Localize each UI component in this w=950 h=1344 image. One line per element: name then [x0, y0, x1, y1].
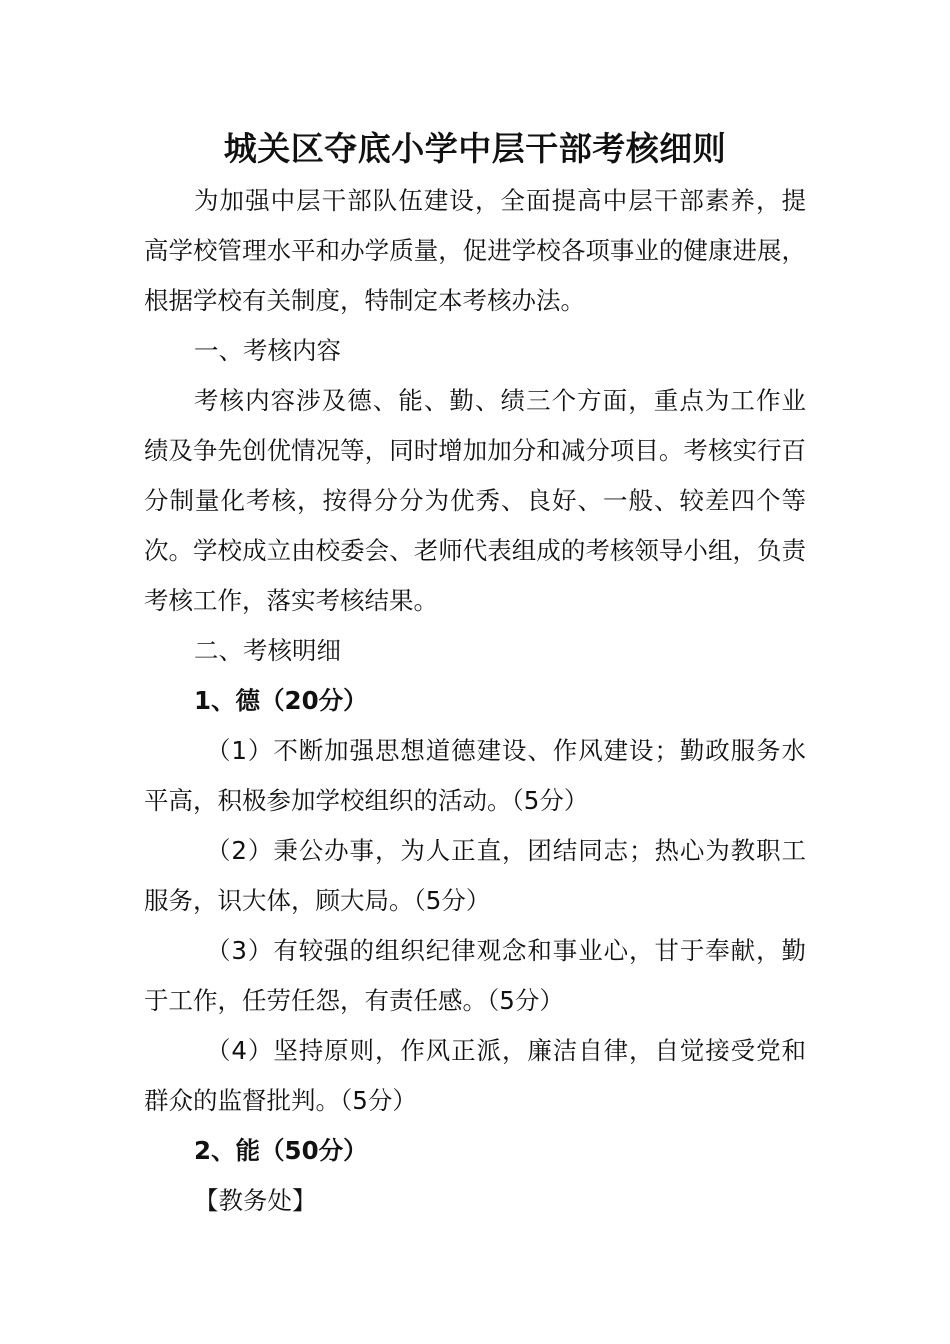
dept-heading: 【教务处】 [194, 1186, 317, 1215]
section1-heading: 一、考核内容 [194, 336, 341, 365]
de-heading: 1、德（20分） [194, 686, 368, 715]
neng-heading: 2、能（50分） [194, 1136, 368, 1165]
section1-paragraph: 考核内容涉及德、能、勤、绩三个方面，重点为工作业绩及争先创优情况等，同时增加加分和减分项目。考核实行百分制量化考核，按得分分为优秀、良好、一般、较差四个等次。学校成立由校委会、老师代表组成的考核领导小组，负责考核工作，落实考核结果。 [144, 386, 806, 615]
section2-heading: 二、考核明细 [194, 636, 341, 665]
de-item-3: （3）有较强的组织纪律观念和事业心，甘于奉献，勤于工作，任劳任怨，有责任感。（5分） [144, 936, 806, 1015]
de-item-4: （4）坚持原则，作风正派，廉洁自律，自觉接受党和群众的监督批判。（5分） [144, 1036, 806, 1115]
intro-paragraph: 为加强中层干部队伍建设，全面提高中层干部素养，提高学校管理水平和办学质量，促进学校各项事业的健康进展，根据学校有关制度，特制定本考核办法。 [144, 186, 806, 315]
de-item-2: （2）秉公办事，为人正直，团结同志；热心为教职工服务，识大体，顾大局。（5分） [144, 836, 806, 915]
de-item-1: （1）不断加强思想道德建设、作风建设；勤政服务水平高，积极参加学校组织的活动。（5分） [144, 736, 806, 815]
document-title: 城关区夺底小学中层干部考核细则 [223, 129, 727, 168]
document-body [144, 176, 806, 1226]
